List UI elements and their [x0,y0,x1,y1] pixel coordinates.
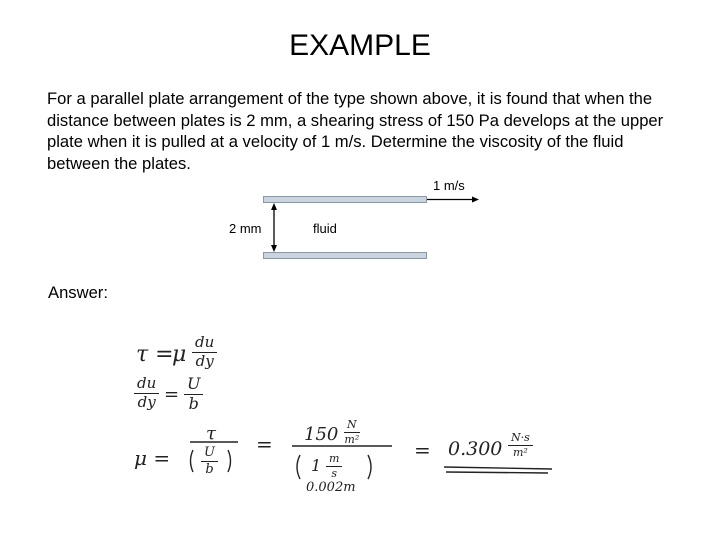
eq2-right-denominator: b [188,393,199,413]
eq3-inner-fraction [201,446,218,476]
eq3-stress-unit-num: N [344,419,360,433]
eq3-velocity-value: 1 [311,456,322,475]
eq1-mu: μ [172,342,187,367]
problem-statement: For a parallel plate arrangement of the type shown above, it is found that when the distance between plates is 2 mm, a shearing stress of 150 Pa develops at the upper plate when it is pulled at a velocity of 1 m/s. Determine the viscosity of the fluid between the plates. [47,89,664,173]
eq3-inner-denominator: b [205,461,214,477]
eq3-stress-unit-den: m² [344,432,360,446]
eq3-result-unit-num: N·s [508,432,533,446]
eq3-equals-1: = [256,432,273,456]
eq3-lhs: μ = [134,446,171,470]
gap-label: 2 mm [229,221,262,236]
eq3-result-value: 0.300 [448,438,503,460]
velocity-arrow [427,197,479,203]
slide-title: EXAMPLE [289,29,431,62]
eq3-tau: τ [206,423,216,444]
eq1-numerator: du [192,335,217,353]
answer-label: Answer: [48,283,108,302]
eq1-denominator: dy [195,351,214,370]
eq2-left-numerator: du [134,376,159,394]
eq2-right-numerator: U [184,376,203,395]
gap-dimension-arrow [271,203,277,252]
eq2-right-fraction [184,376,203,413]
fluid-label: fluid [313,221,337,236]
eq3-velocity-unit-num: m [326,453,342,467]
velocity-label: 1 m/s [433,178,465,193]
eq1-lhs: τ = [136,342,174,367]
eq3-velocity-unit-den: s [331,466,338,480]
eq2-left-denominator: dy [137,392,156,411]
eq3-result-unit-den: m² [512,445,528,459]
eq3-gap-value: 0.002m [306,480,356,495]
eq3-equals-2: = [414,438,431,462]
eq2-left-fraction [134,376,159,411]
eq3-result-unit [508,432,533,458]
eq3-stress-unit [344,419,360,445]
eq2-equals: = [164,384,180,405]
eq3-velocity-unit [326,453,342,479]
eq3-stress-value: 150 [304,424,339,445]
eq3-inner-numerator: U [201,446,218,462]
eq1-fraction [192,335,217,370]
